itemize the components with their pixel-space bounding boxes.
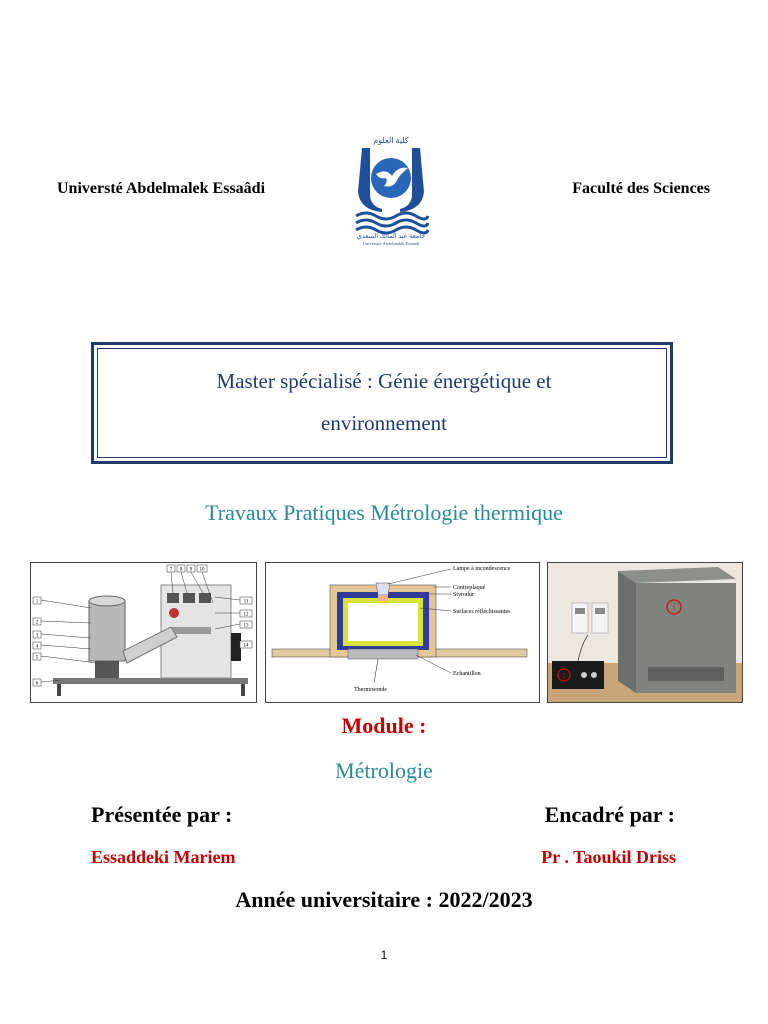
bench-label: 7 <box>169 567 173 573</box>
diagram-label-plywood: Contreplaqué <box>453 585 486 591</box>
logo-french-name: Université Abdelmalek Essaadi <box>362 241 420 246</box>
bench-label: 9 <box>189 567 193 573</box>
bench-label: 12 <box>243 612 249 618</box>
diagram-label-probe: Thermosonde <box>354 687 387 693</box>
faculty-logo <box>352 134 430 246</box>
test-bench-image <box>30 562 257 703</box>
supervisor-name: Pr . Taoukil Driss <box>541 847 676 867</box>
bench-label: 4 <box>35 644 39 650</box>
faculty-name: Faculté des Sciences <box>572 180 710 197</box>
page-number: 1 <box>380 948 388 962</box>
bench-label: 8 <box>179 567 183 573</box>
diagram-label-lamp: Lampe à incondescence <box>453 566 511 572</box>
logo-arabic-top: كلية العلوم <box>373 136 409 145</box>
insulated-box-diagram <box>265 562 540 703</box>
presented-by-label: Présentée par : <box>91 802 233 827</box>
supervised-by-label: Encadré par : <box>544 802 675 827</box>
university-name: Universté Abdelmalek Essaâdi <box>57 180 266 197</box>
subtitle: Travaux Pratiques Métrologie thermique <box>205 500 563 525</box>
academic-year: Année universitaire : 2022/2023 <box>235 887 533 912</box>
program-title <box>94 360 674 444</box>
bench-label: 14 <box>243 643 249 649</box>
logo-arabic-name: جامعة عبد المالك السعدي <box>356 233 426 240</box>
bench-label: 1 <box>35 599 39 605</box>
student-name: Essaddeki Mariem <box>91 847 236 867</box>
diagram-label-surfaces: Surfaces réfléchissantes <box>453 609 511 615</box>
experiment-photo <box>547 562 743 703</box>
diagram-label-sample: Echantillon <box>453 671 481 677</box>
bench-label: 6 <box>35 681 39 687</box>
bench-label: 13 <box>243 623 249 629</box>
module-label: Module : <box>341 713 427 738</box>
photo-marker-2: 2 <box>562 672 566 680</box>
program-title-line2: environnement <box>321 411 447 435</box>
diagram-label-styrodur: Styrodur <box>453 592 474 598</box>
bench-label: 11 <box>243 599 249 605</box>
bench-label: 3 <box>35 633 39 639</box>
photo-marker-1: 1 <box>672 604 676 612</box>
bench-label: 5 <box>35 655 39 661</box>
bench-label: 2 <box>35 620 39 626</box>
module-name: Métrologie <box>335 758 433 783</box>
bench-label: 10 <box>199 567 205 573</box>
program-title-line1: Master spécialisé : Génie énergétique et <box>216 369 552 393</box>
